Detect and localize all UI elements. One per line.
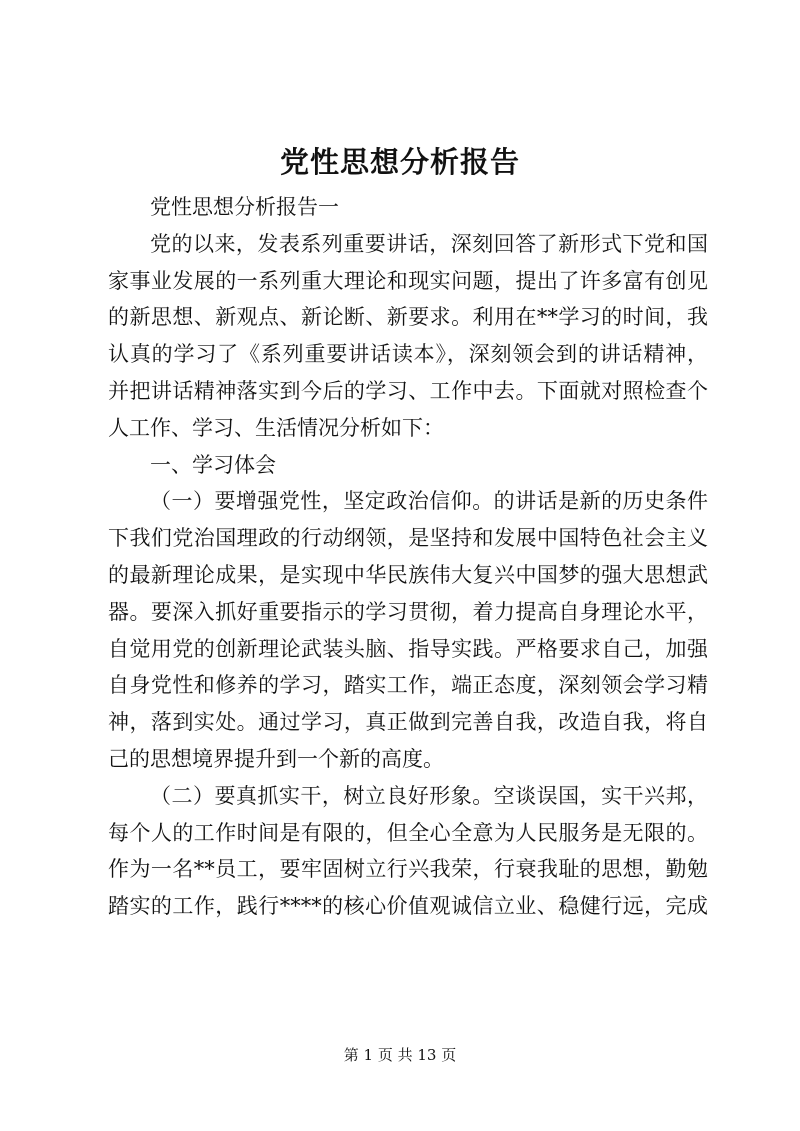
page-number-footer: 第 1 页 共 13 页 <box>343 1046 457 1064</box>
document-body <box>108 189 708 925</box>
paragraph-line: 作为一名**员工，要牢固树立行兴我荣，行衰我耻的思想，勤勉 <box>108 857 708 882</box>
paragraph-line: 党的以来，发表系列重要讲话，深刻回答了新形式下党和国 <box>150 231 708 256</box>
paragraph-line: （一）要增强党性，坚定政治信仰。的讲话是新的历史条件 <box>150 489 708 514</box>
paragraph-line: 人工作、学习、生活情况分析如下： <box>108 415 444 440</box>
paragraph-line: 下我们党治国理政的行动纲领，是坚持和发展中国特色社会主义 <box>108 526 708 551</box>
paragraph-line: 自觉用党的创新理论武装头脑、指导实践。严格要求自己，加强 <box>108 636 708 661</box>
paragraph-line: 自身党性和修养的学习，踏实工作，端正态度，深刻领会学习精 <box>108 673 708 698</box>
subtitle: 党性思想分析报告一 <box>150 195 339 219</box>
paragraph-line: 每个人的工作时间是有限的，但全心全意为人民服务是无限的。 <box>108 820 708 845</box>
paragraph-line: 的新思想、新观点、新论断、新要求。利用在**学习的时间，我 <box>108 305 708 330</box>
paragraph-line: 认真的学习了《系列重要讲话读本》，深刻领会到的讲话精神， <box>108 342 708 367</box>
paragraph-line: 踏实的工作，践行****的核心价值观诚信立业、稳健行远，完成 <box>108 894 708 919</box>
paragraph-line: 家事业发展的一系列重大理论和现实问题，提出了许多富有创见 <box>108 268 708 293</box>
paragraph-line: 器。要深入抓好重要指示的学习贯彻，着力提高自身理论水平， <box>108 599 708 624</box>
paragraph-line: 神，落到实处。通过学习，真正做到完善自我，改造自我，将自 <box>108 710 708 735</box>
paragraph-line: （二）要真抓实干，树立良好形象。空谈误国，实干兴邦， <box>150 783 708 808</box>
section-heading: 一、学习体会 <box>150 452 276 477</box>
paragraph-line: 并把讲话精神落实到今后的学习、工作中去。下面就对照检查个 <box>108 378 708 403</box>
document-title: 党性思想分析报告 <box>279 145 520 179</box>
paragraph-line: 的最新理论成果，是实现中华民族伟大复兴中国梦的强大思想武 <box>108 562 708 587</box>
paragraph-line: 己的思想境界提升到一个新的高度。 <box>108 746 444 771</box>
